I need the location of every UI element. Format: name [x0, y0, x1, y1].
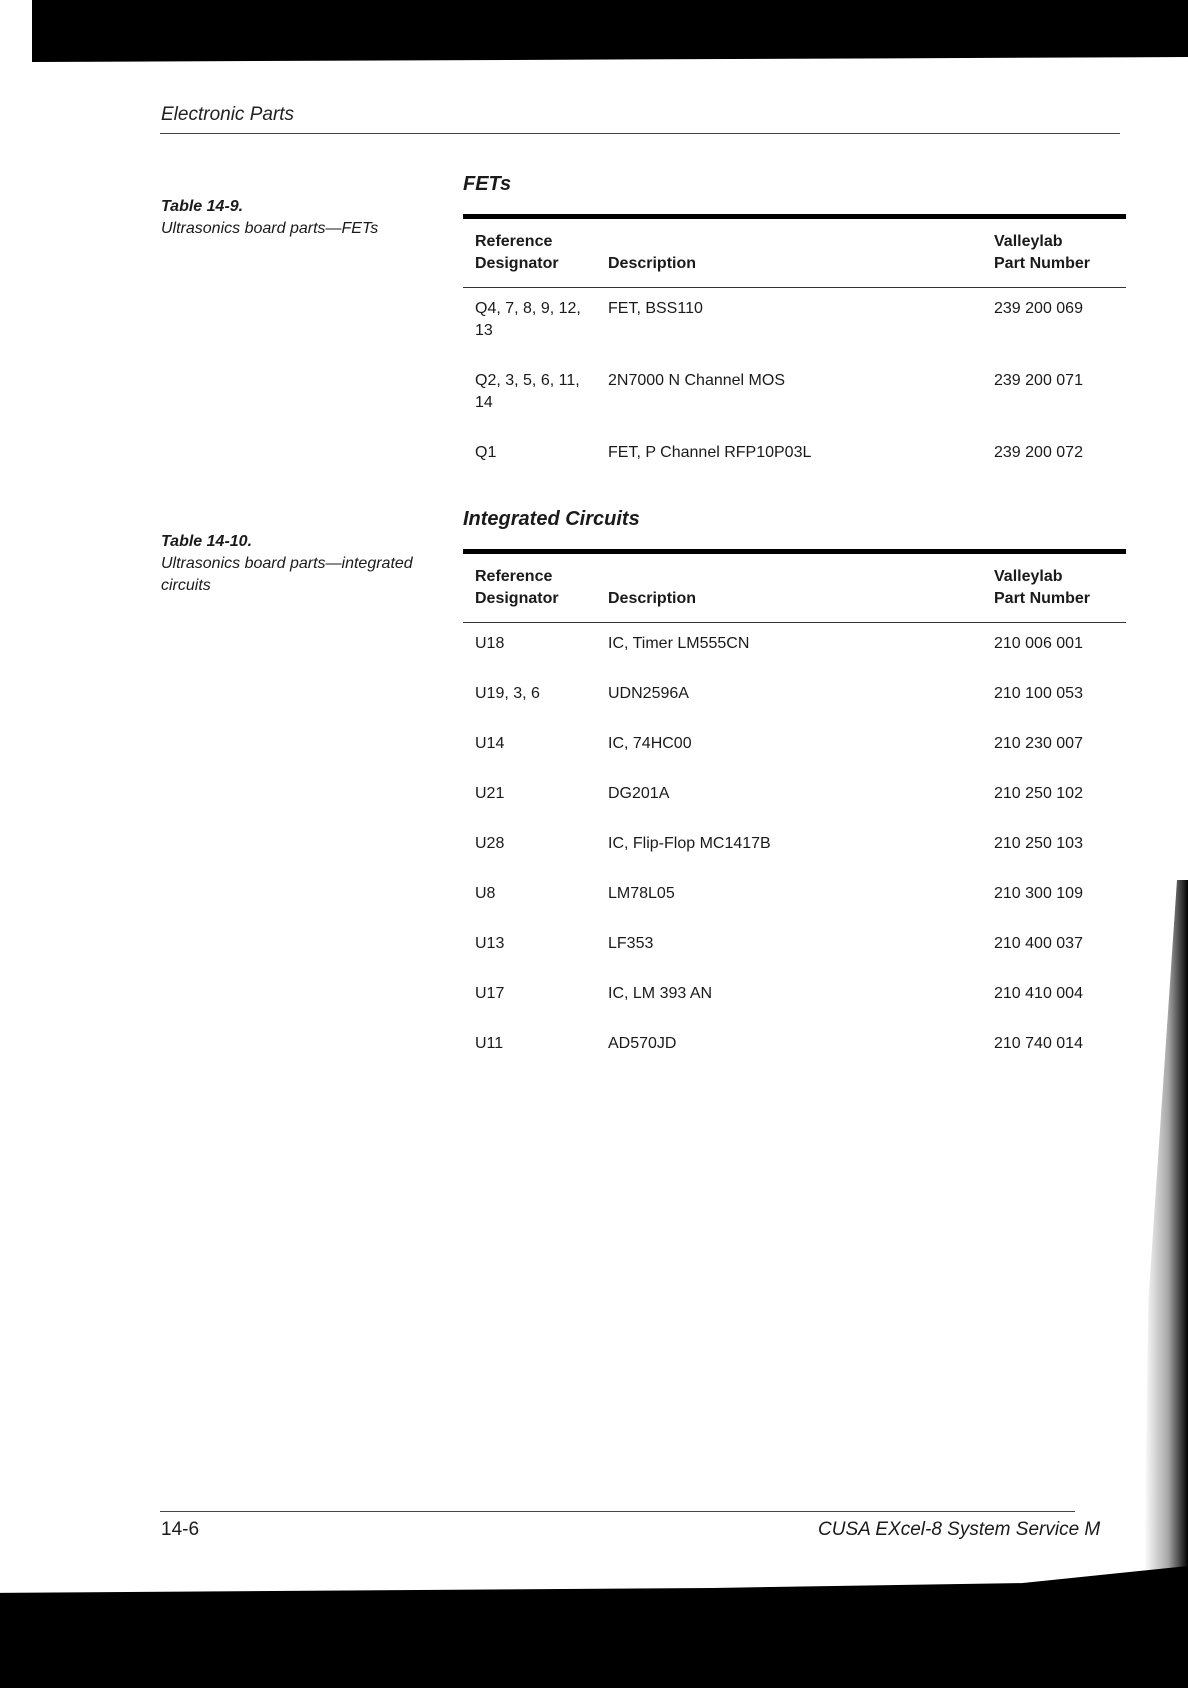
cell-part-number: 210 740 014: [994, 1035, 1083, 1052]
cell-reference: Q1: [475, 444, 497, 461]
ics-table: [463, 549, 1126, 1073]
header-reference-designator: Reference Designator: [475, 568, 559, 607]
cell-reference: U14: [475, 735, 505, 752]
cell-description: UDN2596A: [608, 685, 689, 702]
cell-part-number: 210 230 007: [994, 735, 1083, 752]
scan-border-top: [32, 0, 1188, 62]
cell-part-number: 210 100 053: [994, 685, 1083, 702]
cell-reference: U18: [475, 635, 505, 652]
cell-reference: U28: [475, 835, 505, 852]
table-row: [463, 623, 1126, 673]
table-row: [463, 823, 1126, 873]
cell-reference: U17: [475, 985, 505, 1002]
ics-caption-number: Table 14-10.: [161, 533, 253, 550]
table-row: [463, 923, 1126, 973]
table-header: [463, 554, 1126, 622]
header-description: Description: [608, 255, 697, 272]
cell-description: AD570JD: [608, 1035, 677, 1052]
fets-table: [463, 214, 1126, 504]
table-row: [463, 432, 1126, 504]
table-row: [463, 673, 1126, 723]
page-number: 14-6: [161, 1519, 200, 1540]
table-header: [463, 219, 1126, 287]
table-row: [463, 1023, 1126, 1073]
cell-part-number: 210 410 004: [994, 985, 1083, 1002]
ics-caption-text: Ultrasonics board parts—integrated circuits: [161, 555, 413, 594]
scan-border-bottom: [0, 1566, 1188, 1688]
header-part-number: Valleylab Part Number: [994, 233, 1091, 272]
table-row: [463, 973, 1126, 1023]
ics-caption: [161, 531, 441, 597]
footer-rule: [160, 1511, 1075, 1512]
table-row: [463, 773, 1126, 823]
book-title: CUSA EXcel-8 System Service M: [818, 1519, 1101, 1540]
table-row: [463, 360, 1126, 432]
table-row: [463, 723, 1126, 773]
running-head: Electronic Parts: [161, 104, 295, 125]
cell-reference: U19, 3, 6: [475, 685, 540, 702]
cell-description: FET, BSS110: [608, 300, 703, 317]
header-description: Description: [608, 590, 697, 607]
cell-reference: Q4, 7, 8, 9, 12, 13: [475, 300, 581, 339]
cell-description: DG201A: [608, 785, 670, 802]
cell-part-number: 210 006 001: [994, 635, 1083, 652]
cell-reference: U21: [475, 785, 505, 802]
cell-part-number: 210 250 102: [994, 785, 1083, 802]
cell-description: 2N7000 N Channel MOS: [608, 372, 785, 389]
table-row: [463, 288, 1126, 360]
cell-description: IC, Timer LM555CN: [608, 635, 750, 652]
fets-caption-number: Table 14-9.: [161, 198, 244, 215]
cell-part-number: 239 200 071: [994, 372, 1083, 389]
cell-description: LM78L05: [608, 885, 675, 902]
cell-description: FET, P Channel RFP10P03L: [608, 444, 812, 461]
header-reference-designator: Reference Designator: [475, 233, 559, 272]
cell-part-number: 210 400 037: [994, 935, 1083, 952]
header-rule: [160, 133, 1120, 134]
cell-reference: U8: [475, 885, 496, 902]
fets-caption-text: Ultrasonics board parts—FETs: [161, 220, 379, 237]
cell-part-number: 239 200 069: [994, 300, 1083, 317]
cell-description: IC, Flip-Flop MC1417B: [608, 835, 771, 852]
cell-part-number: 210 300 109: [994, 885, 1083, 902]
header-part-number: Valleylab Part Number: [994, 568, 1091, 607]
fets-caption: [161, 196, 441, 240]
ics-section-title: Integrated Circuits: [463, 508, 640, 530]
cell-description: IC, 74HC00: [608, 735, 692, 752]
fets-section-title: FETs: [463, 173, 512, 195]
cell-reference: U13: [475, 935, 505, 952]
table-row: [463, 873, 1126, 923]
cell-part-number: 210 250 103: [994, 835, 1083, 852]
cell-part-number: 239 200 072: [994, 444, 1083, 461]
scan-shadow-right: [1144, 880, 1188, 1580]
cell-reference: U11: [475, 1035, 504, 1052]
cell-reference: Q2, 3, 5, 6, 11, 14: [475, 372, 580, 411]
cell-description: IC, LM 393 AN: [608, 985, 713, 1002]
cell-description: LF353: [608, 935, 654, 952]
